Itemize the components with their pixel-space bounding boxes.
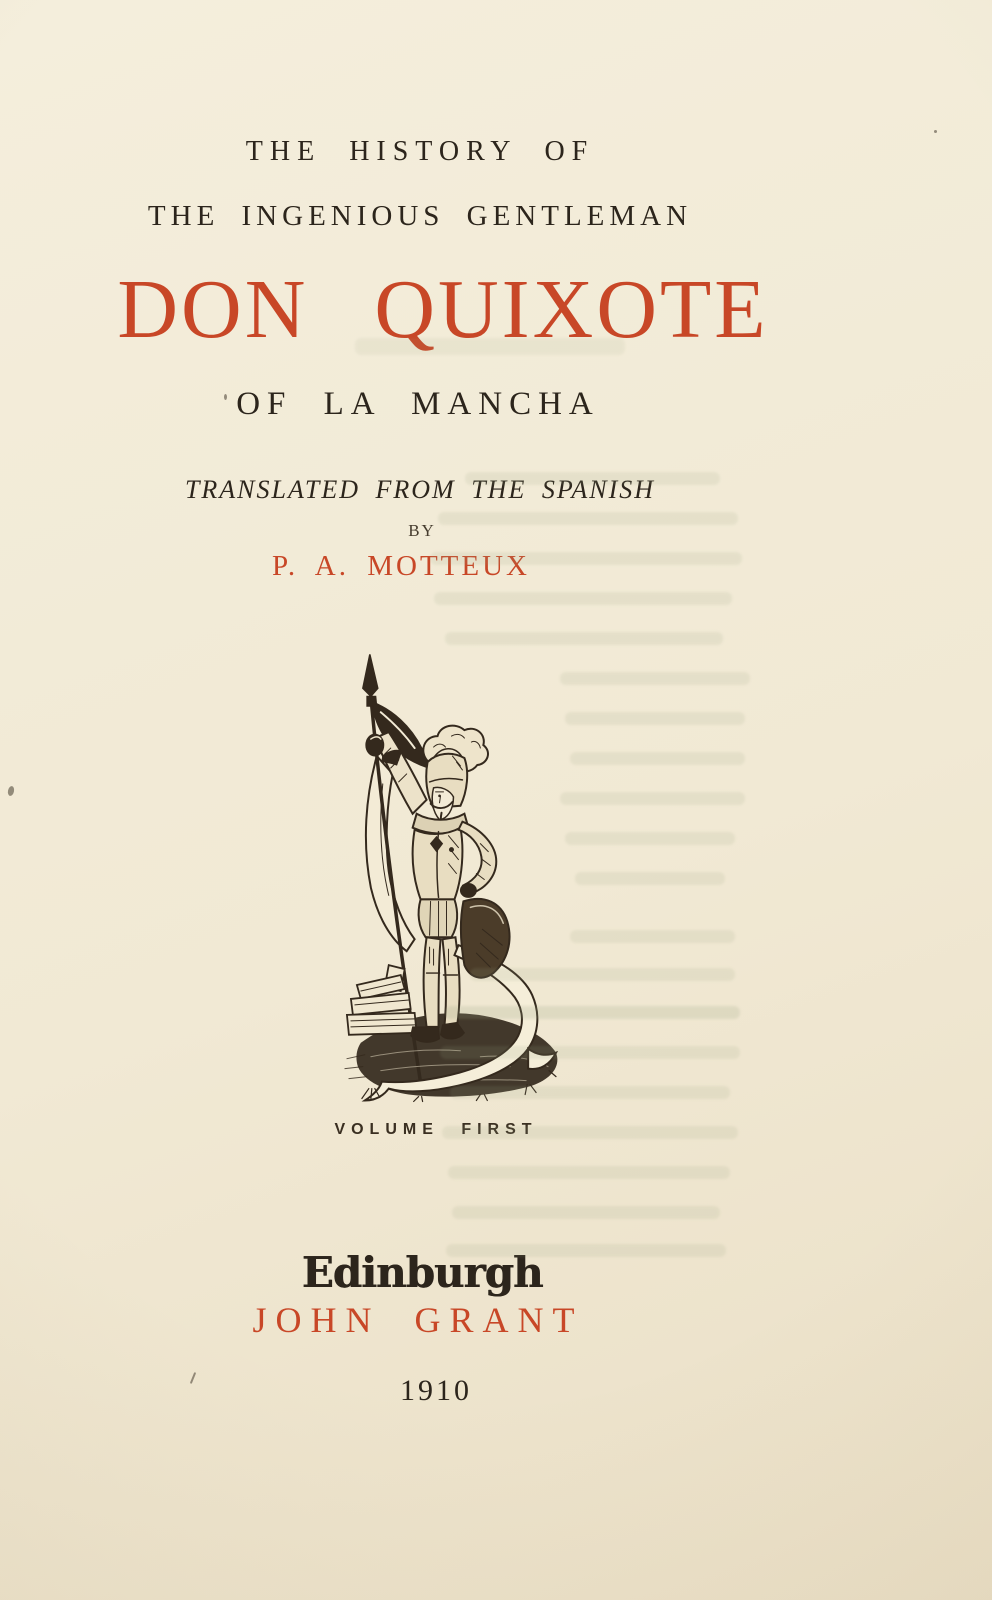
scan-speck — [7, 785, 15, 796]
subtitle: THE INGENIOUS GENTLEMAN — [147, 200, 693, 232]
translator-name: P. A. MOTTEUX — [271, 550, 530, 582]
knight-figure — [345, 654, 557, 1101]
imprint-year: 1910 — [400, 1374, 472, 1407]
series-title: THE HISTORY OF — [245, 136, 595, 167]
tassets — [419, 899, 458, 937]
volume-label: VOLUME FIRST — [334, 1121, 538, 1138]
show-through-line — [560, 792, 745, 805]
show-through-line — [448, 1166, 730, 1179]
imprint-publisher: JOHN GRANT — [252, 1300, 584, 1340]
by-label: BY — [408, 521, 436, 540]
place-line: OF LA MANCHA — [236, 386, 600, 422]
show-through-line — [434, 592, 732, 605]
imprint-city: Edinburgh — [301, 1248, 543, 1297]
show-through-line — [452, 1206, 720, 1219]
show-through-line — [560, 672, 750, 685]
show-through-line — [575, 872, 725, 885]
scan-speck — [934, 130, 937, 133]
translation-note: TRANSLATED FROM THE SPANISH — [184, 475, 656, 504]
show-through-line — [565, 832, 735, 845]
akimbo-arm — [458, 822, 496, 898]
show-through-line — [570, 930, 735, 943]
show-through-line — [565, 712, 745, 725]
don-quixote-knight-engraving — [331, 644, 560, 1103]
knight-engraving-svg — [331, 644, 560, 1103]
main-title: DON QUIXOTE — [117, 263, 769, 356]
show-through-line — [570, 752, 745, 765]
